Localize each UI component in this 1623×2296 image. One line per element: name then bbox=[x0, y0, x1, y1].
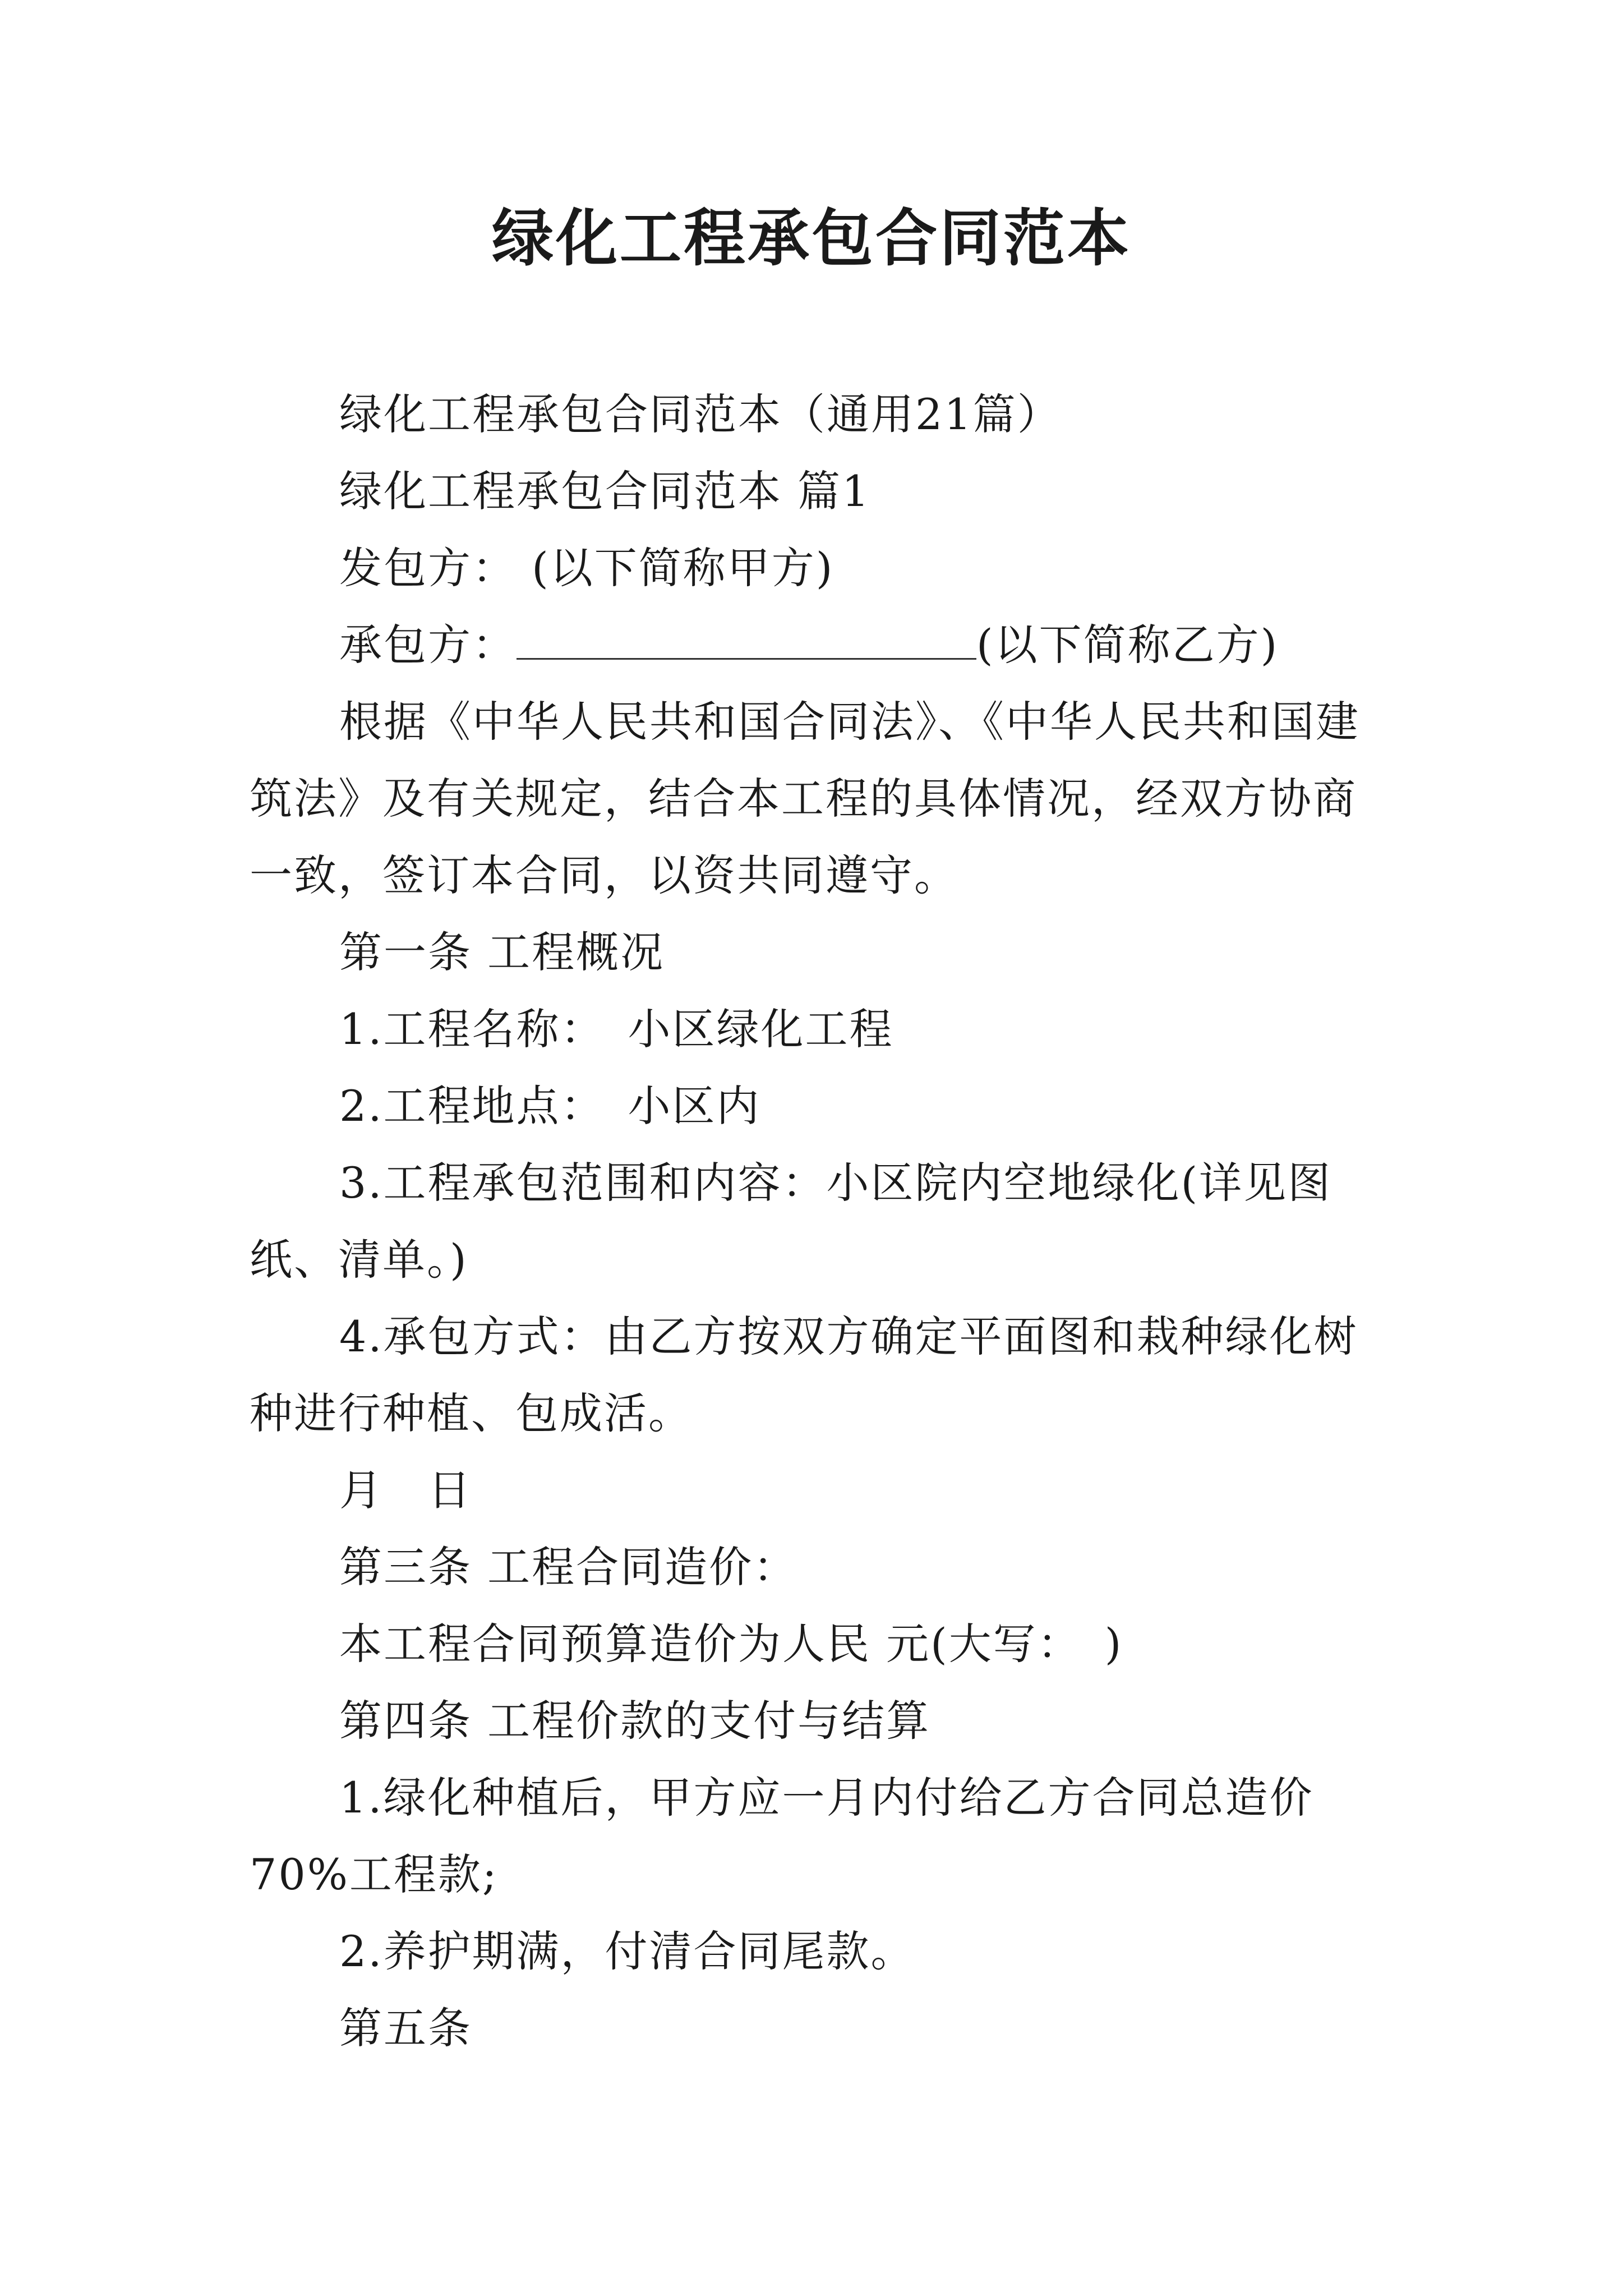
paragraph-contract-price: 本工程合同预算造价为人民 元(大写： ) bbox=[339, 1619, 1123, 1669]
paragraph-subtitle: 绿化工程承包合同范本（通用21篇） bbox=[339, 389, 1062, 439]
paragraph-payment-1: 1.绿化种植后，甲方应一月内付给乙方合同总造价70%工程款; bbox=[250, 1773, 1314, 1899]
party-b-label: 承包方： bbox=[339, 620, 517, 670]
party-b-blank-line bbox=[517, 624, 976, 660]
paragraph-payment-2: 2.养护期满，付清合同尾款。 bbox=[339, 1926, 915, 1976]
paragraph-clause-5-heading: 第五条 bbox=[339, 2003, 472, 2053]
document-title: 绿化工程承包合同范本 bbox=[492, 202, 1131, 274]
paragraph-contract-method: 4.承包方式：由乙方按双方确定平面图和栽种绿化树种进行种植、包成活。 bbox=[250, 1312, 1358, 1438]
paragraph-party-a: 发包方： (以下简称甲方) bbox=[339, 543, 834, 593]
paragraph-article-heading: 绿化工程承包合同范本 篇1 bbox=[339, 466, 871, 516]
paragraph-date: 月 日 bbox=[339, 1465, 472, 1515]
paragraph-party-b bbox=[250, 606, 1394, 683]
document-body bbox=[250, 376, 1394, 2067]
paragraph-preamble: 根据《中华人民共和国合同法》、《中华人民共和国建筑法》及有关规定，结合本工程的具体情况，经双方协商一致，签订本合同，以资共同遵守。 bbox=[250, 697, 1360, 900]
paragraph-clause-3-heading: 第三条 工程合同造价： bbox=[339, 1542, 798, 1592]
paragraph-project-name: 1.工程名称： 小区绿化工程 bbox=[339, 1004, 894, 1054]
paragraph-project-scope: 3.工程承包范围和内容：小区院内空地绿化(详见图纸、清单。) bbox=[250, 1158, 1332, 1285]
paragraph-clause-1-heading: 第一条 工程概况 bbox=[339, 927, 665, 977]
paragraph-clause-4-heading: 第四条 工程价款的支付与结算 bbox=[339, 1696, 931, 1746]
party-b-suffix: (以下简称乙方) bbox=[976, 620, 1279, 670]
paragraph-project-location: 2.工程地点： 小区内 bbox=[339, 1081, 761, 1131]
